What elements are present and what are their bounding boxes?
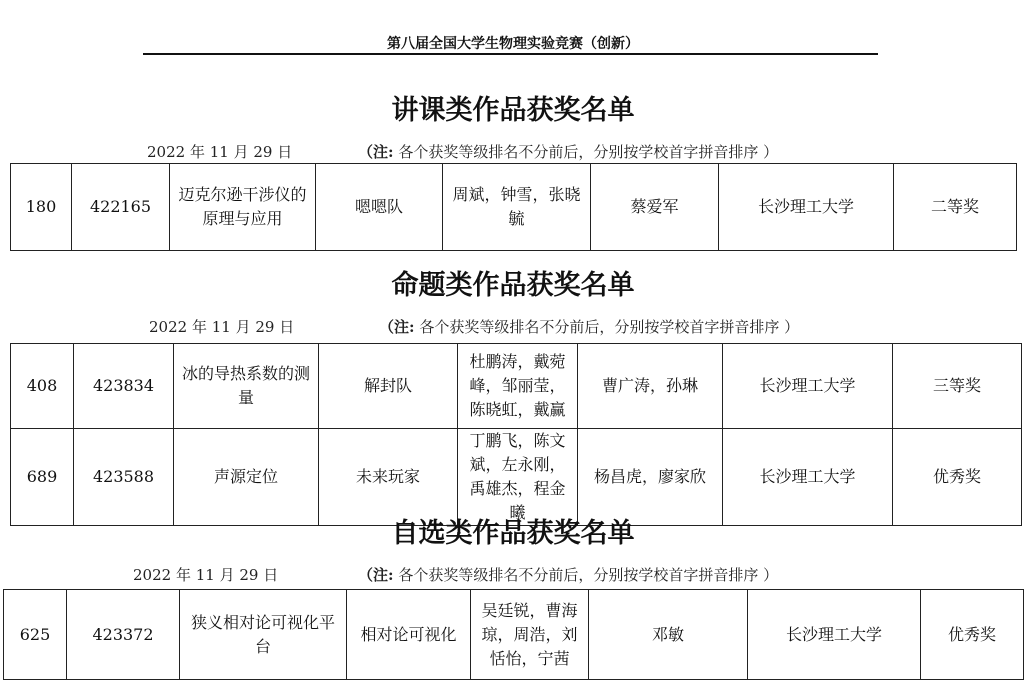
cell-work-title: 狭义相对论可视化平台 — [180, 590, 347, 680]
cell-advisor: 邓敏 — [589, 590, 748, 680]
cell-members: 杜鹏涛，戴菀峰，邹丽莹，陈晓虹，戴赢 — [458, 344, 578, 429]
cell-work-title: 迈克尔逊干涉仪的原理与应用 — [170, 164, 316, 251]
section-title-elective: 自选类作品获奖名单 — [391, 518, 635, 549]
section-note-lecture — [358, 143, 778, 161]
note-text: 各个获奖等级排名不分前后，分别按学校首字拼音排序 ） — [393, 566, 779, 584]
cell-school: 长沙理工大学 — [719, 164, 894, 251]
cell-work-title: 声源定位 — [174, 429, 319, 526]
table-row — [4, 590, 1024, 680]
note-prefix: （注: — [358, 143, 394, 161]
cell-award: 三等奖 — [893, 344, 1022, 429]
section-note-proposition — [379, 318, 799, 336]
note-prefix: （注: — [358, 566, 394, 584]
cell-members: 周斌，钟雪，张晓毓 — [443, 164, 591, 251]
section-note-elective — [358, 566, 778, 584]
award-table-elective — [3, 589, 1024, 680]
cell-members: 丁鹏飞，陈文斌，左永刚，禹雄杰，程金曦 — [458, 429, 578, 526]
section-title-lecture: 讲课类作品获奖名单 — [391, 95, 635, 126]
cell-school: 长沙理工大学 — [723, 344, 893, 429]
table-row — [11, 429, 1022, 526]
document-header-title: 第八届全国大学生物理实验竞赛（创新） — [387, 36, 639, 52]
section-date-lecture: 2022 年 11 月 29 日 — [147, 143, 293, 161]
cell-team-name: 相对论可视化 — [347, 590, 471, 680]
cell-rank: 180 — [11, 164, 72, 251]
header-rule — [143, 53, 878, 55]
note-text: 各个获奖等级排名不分前后，分别按学校首字拼音排序 ） — [393, 143, 779, 161]
cell-school: 长沙理工大学 — [723, 429, 893, 526]
section-date-proposition: 2022 年 11 月 29 日 — [149, 318, 295, 336]
table-row — [11, 344, 1022, 429]
cell-team-name: 未来玩家 — [319, 429, 458, 526]
cell-work-id: 423588 — [74, 429, 174, 526]
note-text: 各个获奖等级排名不分前后，分别按学校首字拼音排序 ） — [414, 318, 800, 336]
cell-team-name: 解封队 — [319, 344, 458, 429]
cell-award: 优秀奖 — [921, 590, 1024, 680]
cell-work-id: 423834 — [74, 344, 174, 429]
cell-work-title: 冰的导热系数的测量 — [174, 344, 319, 429]
cell-team-name: 嗯嗯队 — [316, 164, 443, 251]
cell-award: 二等奖 — [894, 164, 1017, 251]
cell-rank: 625 — [4, 590, 67, 680]
section-title-proposition: 命题类作品获奖名单 — [391, 270, 635, 301]
cell-advisor: 曹广涛，孙琳 — [578, 344, 723, 429]
award-table-lecture — [10, 163, 1017, 251]
cell-school: 长沙理工大学 — [748, 590, 921, 680]
cell-advisor: 蔡爱军 — [591, 164, 719, 251]
award-table-proposition — [10, 343, 1022, 526]
cell-award: 优秀奖 — [893, 429, 1022, 526]
section-date-elective: 2022 年 11 月 29 日 — [133, 566, 279, 584]
cell-rank: 408 — [11, 344, 74, 429]
cell-work-id: 423372 — [67, 590, 180, 680]
table-row — [11, 164, 1017, 251]
cell-work-id: 422165 — [72, 164, 170, 251]
cell-rank: 689 — [11, 429, 74, 526]
cell-members: 吴廷锐，曹海琼，周浩，刘恬怡，宁茜 — [471, 590, 589, 680]
note-prefix: （注: — [379, 318, 415, 336]
cell-advisor: 杨昌虎，廖家欣 — [578, 429, 723, 526]
